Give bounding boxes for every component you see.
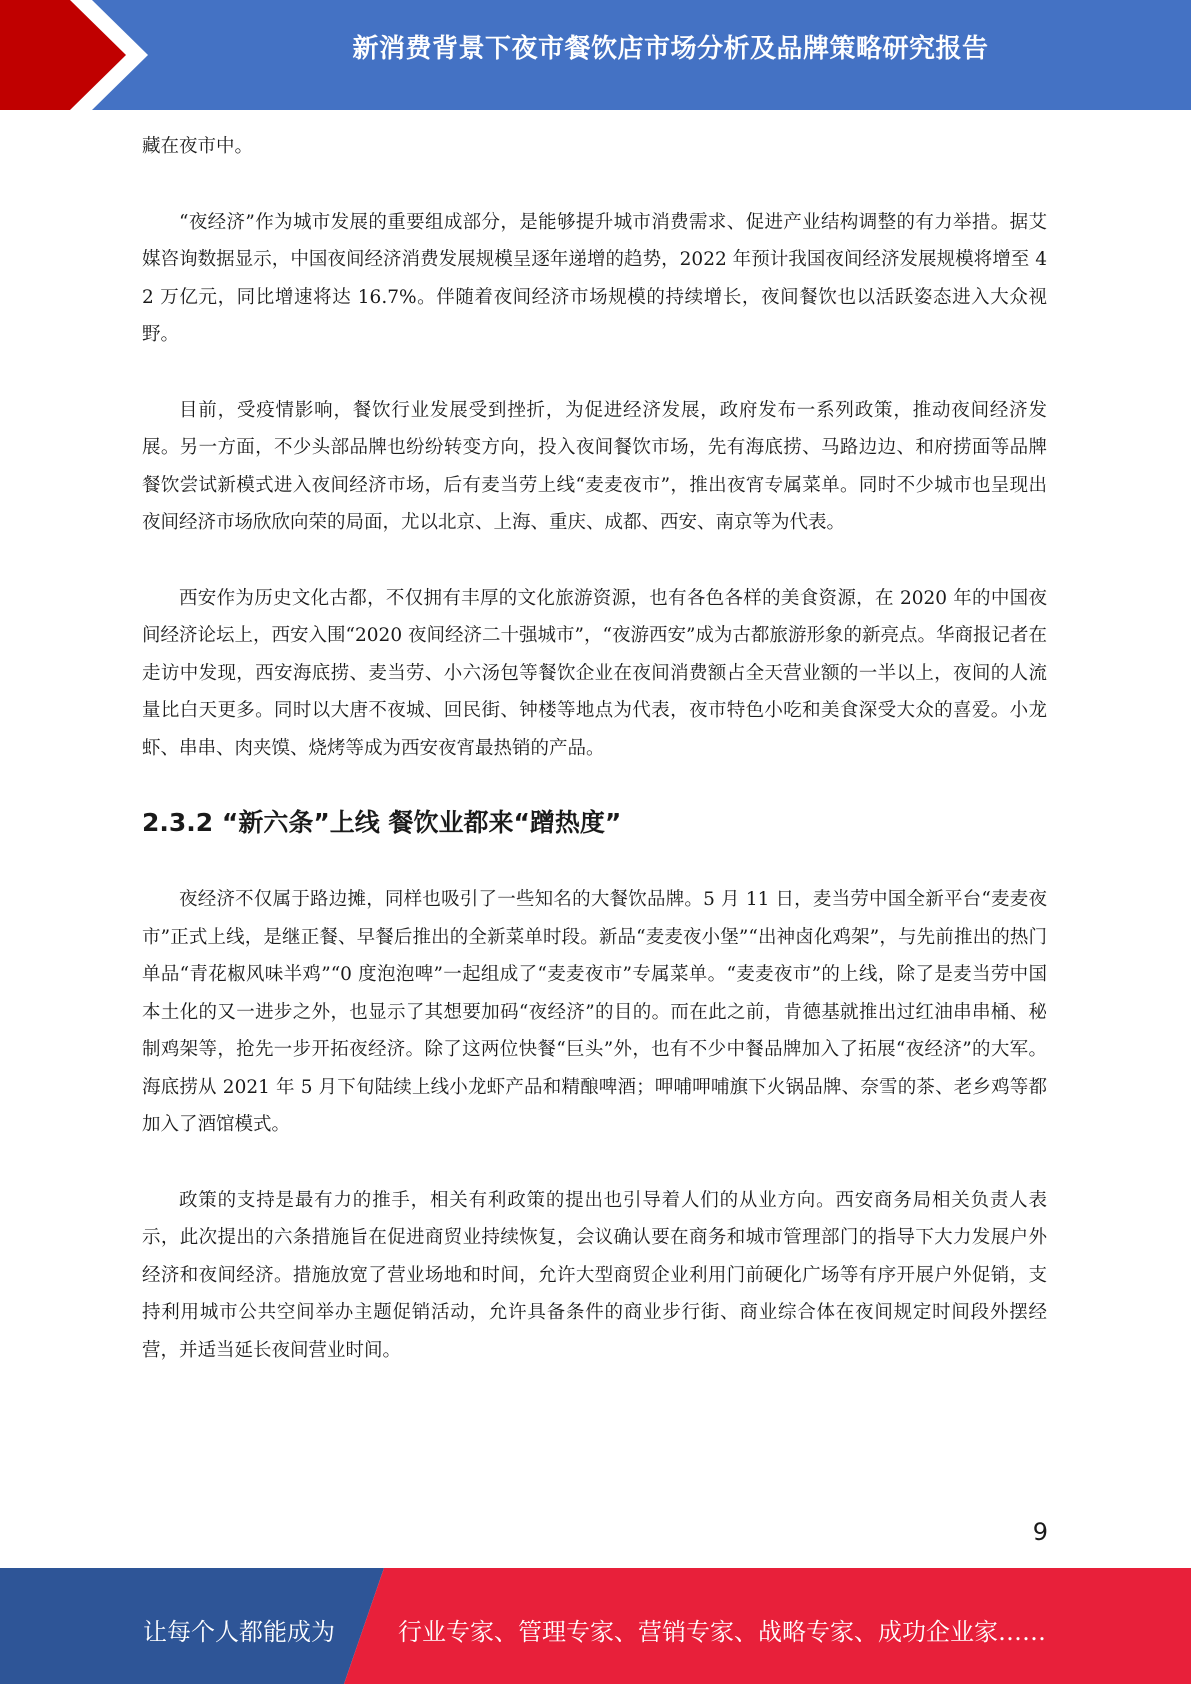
- footer-slogan-right: 行业专家、管理专家、营销专家、战略专家、成功企业家……: [398, 1618, 1046, 1646]
- paragraph: 目前，受疫情影响，餐饮行业发展受到挫折，为促进经济发展，政府发布一系列政策，推动夜间经济发展。另一方面，不少头部品牌也纷纷转变方向，投入夜间餐饮市场，先有海底捞、马路边边、和府捞面等品牌餐饮尝试新模式进入夜间经济市场，后有麦当劳上线“麦麦夜市”，推出夜宵专属菜单。同时不少城市也呈现出夜间经济市场欣欣向荣的局面，尤以北京、上海、重庆、成都、西安、南京等为代表。: [142, 399, 1047, 533]
- page-content: [142, 128, 1047, 1407]
- report-title: 新消费背景下夜市餐饮店市场分析及品牌策略研究报告: [352, 34, 989, 64]
- footer-banner: [0, 1568, 1191, 1684]
- paragraph: 政策的支持是最有力的推手，相关有利政策的提出也引导着人们的从业方向。西安商务局相关负责人表示，此次提出的六条措施旨在促进商贸业持续恢复，会议确认要在商务和城市管理部门的指导下大力发展户外经济和夜间经济。措施放宽了营业场地和时间，允许大型商贸企业利用门前硬化广场等有序开展户外促销，支持利用城市公共空间举办主题促销活动，允许具备条件的商业步行街、商业综合体在夜间规定时间段外摆经营，并适当延长夜间营业时间。: [142, 1189, 1047, 1361]
- paragraph: 西安作为历史文化古都，不仅拥有丰厚的文化旅游资源，也有各色各样的美食资源，在 2020 年的中国夜间经济论坛上，西安入围“2020 夜间经济二十强城市”，“夜游西安”成为古都旅游形象的新亮点。华商报记者在走访中发现，西安海底捞、麦当劳、小六汤包等餐饮企业在夜间消费额占全天营业额的一半以上，夜间的人流量比白天更多。同时以大唐不夜城、回民街、钟楼等地点为代表，夜市特色小吃和美食深受大众的喜爱。小龙虾、串串、肉夹馍、烧烤等成为西安夜宵最热销的产品。: [142, 587, 1047, 759]
- header-banner: [0, 0, 1191, 110]
- paragraph: “夜经济”作为城市发展的重要组成部分，是能够提升城市消费需求、促进产业结构调整的有力举措。据艾媒咨询数据显示，中国夜间经济消费发展规模呈逐年递增的趋势，2022 年预计我国夜间经济发展规模将增至 42 万亿元，同比增速将达 16.7%。伴随着夜间经济市场规模的持续增长，夜间餐饮也以活跃姿态进入大众视野。: [142, 211, 1047, 345]
- page-number: 9: [1032, 1518, 1048, 1546]
- section-heading: 2.3.2 “新六条”上线 餐饮业都来“蹭热度”: [142, 808, 622, 837]
- continued-text: 藏在夜市中。: [142, 136, 254, 157]
- paragraph: 夜经济不仅属于路边摊，同样也吸引了一些知名的大餐饮品牌。5 月 11 日，麦当劳中国全新平台“麦麦夜市”正式上线，是继正餐、早餐后推出的全新菜单时段。新品“麦麦夜小堡”“出神卤化鸡架”，与先前推出的热门单品“青花椒风味半鸡”“0 度泡泡啤”一起组成了“麦麦夜市”专属菜单。“麦麦夜市”的上线，除了是麦当劳中国本土化的又一进步之外，也显示了其想要加码“夜经济”的目的。而在此之前，肯德基就推出过红油串串桶、秘制鸡架等，抢先一步开拓夜经济。除了这两位快餐“巨头”外，也有不少中餐品牌加入了拓展“夜经济”的大军。海底捞从 2021 年 5 月下旬陆续上线小龙虾产品和精酿啤酒；呷哺呷哺旗下火锅品牌、奈雪的茶、老乡鸡等都加入了酒馆模式。: [142, 889, 1047, 1135]
- header-chevron-icon: [0, 0, 160, 110]
- footer-slogan-left: 让每个人都能成为: [143, 1618, 335, 1646]
